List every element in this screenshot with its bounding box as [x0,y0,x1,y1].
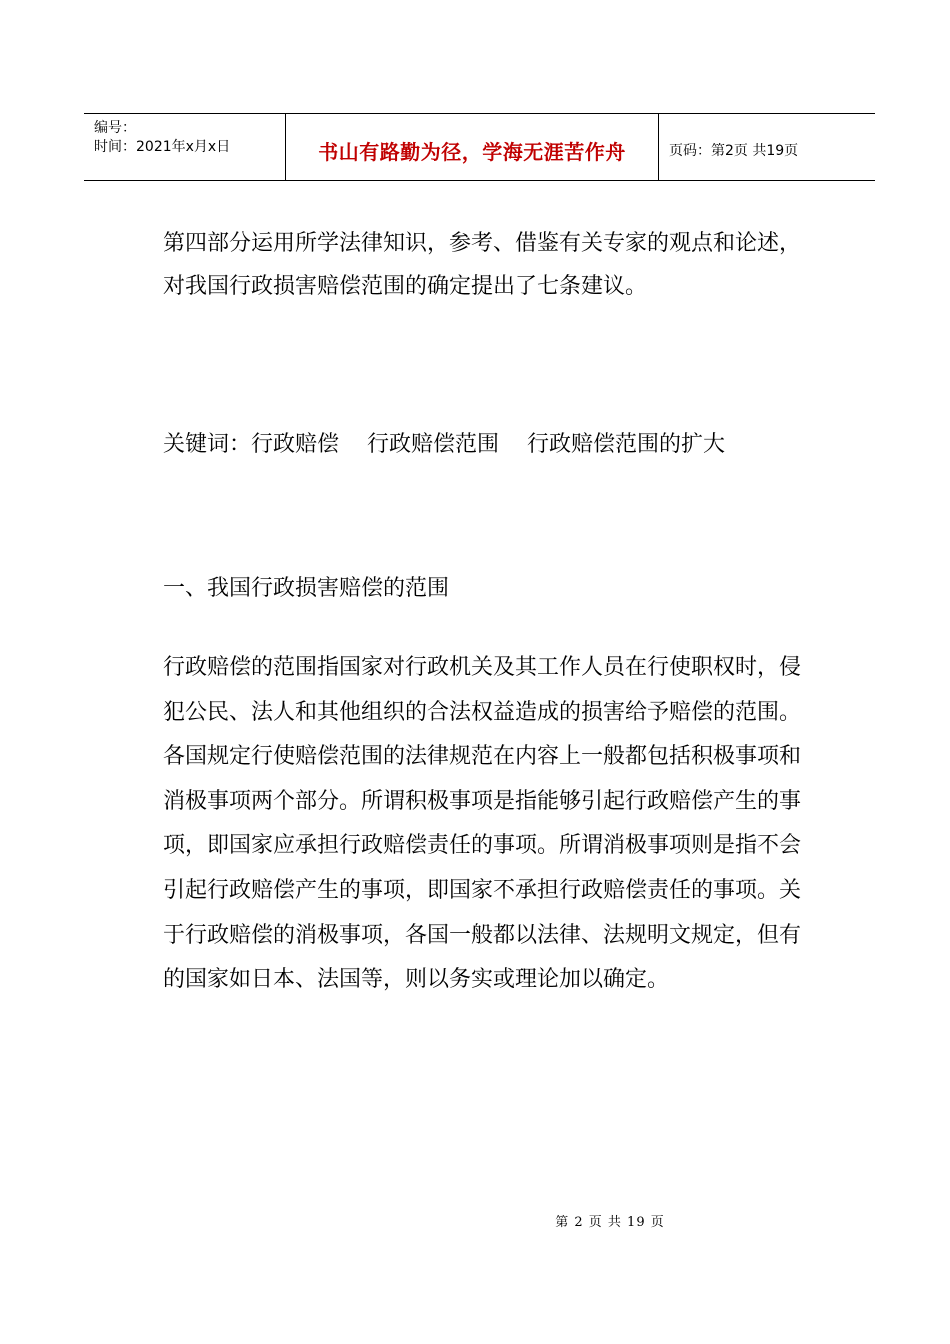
page-header [84,113,875,181]
keywords-label: 关键词： [163,432,252,457]
keywords-line [163,423,803,466]
page-footer: 第 2 页 共 19 页 [555,1215,665,1230]
keyword-item: 行政赔偿 [251,432,340,457]
section-heading: 一、我国行政损害赔偿的范围 [163,576,450,601]
serial-number-label: 编号： [94,120,136,136]
header-left-cell [84,114,286,180]
intro-paragraph: 第四部分运用所学法律知识，参考、借鉴有关专家的观点和论述，对我国行政损害赔偿范围的确定提出了七条建议。 [163,231,802,299]
header-page-info: 页码：第2页 共19页 [669,143,799,159]
keyword-item: 行政赔偿范围 [367,432,500,457]
header-motto: 书山有路勤为径，学海无涯苦作舟 [318,139,626,164]
date-label: 时间：2021年x月x日 [94,139,231,155]
section-paragraph: 行政赔偿的范围指国家对行政机关及其工作人员在行使职权时，侵犯公民、法人和其他组织的合法权益造成的损害给予赔偿的范围。各国规定行使赔偿范围的法律规范在内容上一般都包括积极事项和消极事项两个部分。所谓积极事项是指能够引起行政赔偿产生的事项，即国家应承担行政赔偿责任的事项。所谓消极事项则是指不会引起行政赔偿产生的事项，即国家不承担行政赔偿责任的事项。关于行政赔偿的消极事项，各国一般都以法律、法规明文规定，但有的国家如日本、法国等，则以务实或理论加以确定。 [163,655,802,993]
header-right-cell [659,114,875,180]
header-center-cell [286,114,659,180]
keyword-item: 行政赔偿范围的扩大 [527,432,726,457]
